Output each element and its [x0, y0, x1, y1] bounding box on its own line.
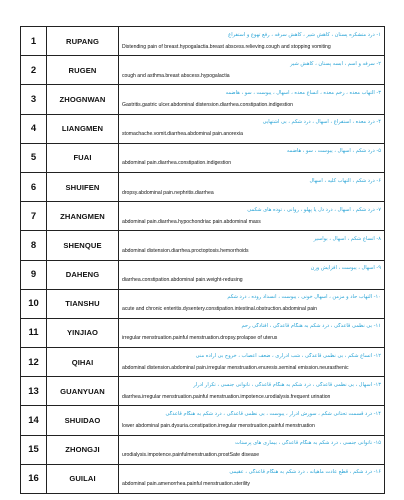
english-description: Gastritis.gastric ulcer.abdominal distension.diarrhea.constipation.indigestion	[122, 101, 294, 108]
persian-description: ۵- درد شکم ، اسهال ، یبوست ، سو ، هاضمه	[286, 148, 381, 155]
description-cell	[119, 406, 385, 435]
description-cell	[119, 348, 385, 377]
persian-description: ۱۳- اسهال ، بی نظمی قاعدگی ، درد شکم به هنگام قاعدگی ، ناتوانی جنسی ، تکرار ادرار	[193, 381, 381, 388]
point-name: TIANSHU	[47, 289, 119, 318]
row-number: 3	[21, 85, 47, 114]
persian-description: ۲- سرفه و آسم ، آبسه پستان ، کاهش شیر	[290, 60, 381, 67]
persian-description: ۶- درد شکم ، التهاب کلیه ، اسهال	[309, 177, 381, 184]
row-number: 6	[21, 172, 47, 201]
point-name: ZHONGJI	[47, 435, 119, 464]
english-description: lower abdominal pain.dysuria.constipation.irregular menstruation.painful menstruation	[122, 423, 315, 430]
persian-description: ۸- اتساع شکم ، اسهال ، بواسیر	[313, 235, 381, 242]
table-row	[21, 172, 385, 201]
description-cell	[119, 143, 385, 172]
description-cell	[119, 114, 385, 143]
description-cell	[119, 260, 385, 289]
persian-description: ۷- درد شکم ، اسهال ، درد دل یا پهلو ، روانی ، توده های شکمی	[247, 206, 381, 213]
table-row	[21, 377, 385, 406]
point-name: YINJIAO	[47, 318, 119, 347]
table-row	[21, 143, 385, 172]
english-description: abdominal pain.amenorrhea.painful menstruation.sterility	[122, 481, 250, 488]
persian-description: ۴- درد معده ، استفراغ ، اسهال ، درد شکم ، بی اشتهایی	[262, 119, 381, 126]
description-cell	[119, 231, 385, 260]
english-description: urodialysis.impotence.painfulmenstruation.prostSate disease	[122, 452, 260, 459]
description-cell	[119, 435, 385, 464]
point-name: ZHANGMEN	[47, 202, 119, 231]
table-row	[21, 231, 385, 260]
row-number: 1	[21, 27, 47, 56]
table-row	[21, 56, 385, 85]
row-number: 12	[21, 348, 47, 377]
row-number: 4	[21, 114, 47, 143]
description-cell	[119, 202, 385, 231]
table-row	[21, 435, 385, 464]
point-name: GUANYUAN	[47, 377, 119, 406]
description-cell	[119, 464, 385, 493]
table-row	[21, 202, 385, 231]
row-number: 9	[21, 260, 47, 289]
point-name: SHENQUE	[47, 231, 119, 260]
persian-description: ۱- درد متشکره پستان ، کاهش شیر ، کاهش سرفه ، رفع تهوع و استفراغ	[228, 31, 381, 38]
english-description: abdominal pain.diarrhea.constipation.indigestion	[122, 160, 232, 167]
english-description: diarrhea.irregular menstruation.painful menstruation.impotence.urodialysis.frequent urination	[122, 393, 331, 400]
point-name: ZHOGNWAN	[47, 85, 119, 114]
point-name: FUAI	[47, 143, 119, 172]
table-row	[21, 260, 385, 289]
table-row	[21, 464, 385, 493]
english-description: cough and asthma.breast abscess.hypogalactia	[122, 72, 230, 79]
point-name: SHUIFEN	[47, 172, 119, 201]
english-description: stomachache.vomit.diarrhea.abdominal pain.anorexia	[122, 131, 243, 138]
description-cell	[119, 172, 385, 201]
description-cell	[119, 56, 385, 85]
persian-description: ۱۵- ناتوانی جنسی ، درد شکم به هنگام قاعدگی ، بیماری های پرستات	[235, 440, 381, 447]
table-row	[21, 348, 385, 377]
description-cell	[119, 289, 385, 318]
english-description: dropsy.abdominal pain.nephritis.diarrhea	[122, 189, 214, 196]
description-cell	[119, 377, 385, 406]
persian-description: ۱۴- درد قسمت تحتانی شکم ، سوزش ادرار ، یبوست ، بی نظمی قاعدگی ، درد شکم به هنگام قاعدگی	[165, 411, 381, 418]
persian-description: ۹- اسهال ، یبوست ، افزایش وزن	[310, 265, 381, 272]
row-number: 11	[21, 318, 47, 347]
description-cell	[119, 318, 385, 347]
row-number: 8	[21, 231, 47, 260]
english-description: acute and chronic enteritis.dysentery.constipation.intestinal.obstruction.abdominal pain	[122, 306, 317, 313]
point-name: RUPANG	[47, 27, 119, 56]
row-number: 14	[21, 406, 47, 435]
row-number: 15	[21, 435, 47, 464]
english-description: abdominal distension.diarrhea.proctoptosis.hemorrhoids	[122, 247, 249, 254]
table-row	[21, 318, 385, 347]
point-name: DAHENG	[47, 260, 119, 289]
description-cell	[119, 85, 385, 114]
point-name: GUILAI	[47, 464, 119, 493]
row-number: 7	[21, 202, 47, 231]
point-name: LIANGMEN	[47, 114, 119, 143]
row-number: 2	[21, 56, 47, 85]
point-name: QIHAI	[47, 348, 119, 377]
row-number: 13	[21, 377, 47, 406]
point-name: RUGEN	[47, 56, 119, 85]
table-row	[21, 406, 385, 435]
description-cell	[119, 27, 385, 56]
english-description: irregular menstruation.painful menstruation.dropsy.prolapse of uterus	[122, 335, 278, 342]
english-description: Distending pain of breast.hypogalactia.breast abscess.relieving.cough and stopping vomiting	[122, 43, 331, 50]
persian-description: ۱۲- اتساع شکم ، بی نظمی قاعدگی ، شب ادراری ، ضعف اعصاب ، خروج بی اراده منی	[195, 352, 381, 359]
row-number: 16	[21, 464, 47, 493]
acupoint-table	[20, 26, 385, 494]
persian-description: ۱۶- درد شکم ، قطع عادت ماهیانه ، درد شکم به هنگام قاعدگی ، عقیمی	[229, 469, 381, 476]
point-name: SHUIDAO	[47, 406, 119, 435]
persian-description: ۱۱- بی نظمی قاعدگی ، درد شکم به هنگام قاعدگی ، افتادگی رحم	[241, 323, 381, 330]
persian-description: ۱۰- التهاب حاد و مزمن ، اسهال خونی ، یبوست ، انسداد روده ، درد شکم	[227, 294, 381, 301]
english-description: abdominal pain.diarrhea.hypochondriac pain.abdominal mass	[122, 218, 261, 225]
english-description: abdominal distension.abdominal pain.irregular menstruation.enuresis.seminal emission.neurasthenic	[122, 364, 349, 371]
persian-description: ۳- التهاب معده ، زخم معده ، اتساع معده ، اسهال ، یبوست ، سو ، هاضمه	[225, 89, 381, 96]
table-row	[21, 85, 385, 114]
table-row	[21, 114, 385, 143]
row-number: 5	[21, 143, 47, 172]
table-row	[21, 289, 385, 318]
table-body	[21, 27, 385, 494]
table-row	[21, 27, 385, 56]
english-description: diarrhea.constipation.abdominal pain.weight-redusing	[122, 277, 243, 284]
row-number: 10	[21, 289, 47, 318]
